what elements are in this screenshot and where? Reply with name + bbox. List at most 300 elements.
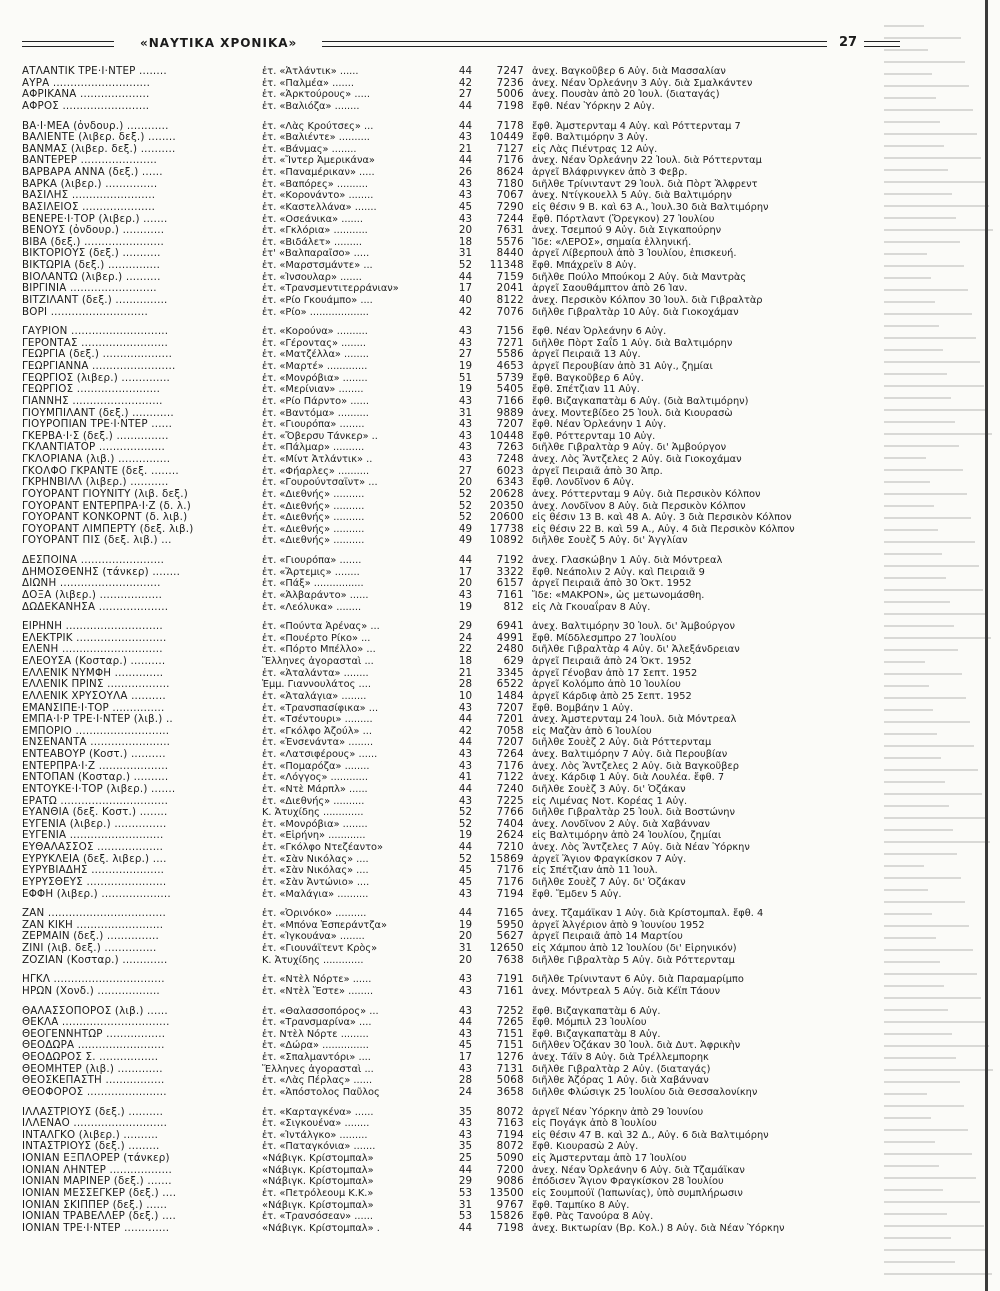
bleed-line — [884, 397, 951, 399]
charterer: ἐτ. «Βιδάλετ» ......... — [262, 236, 363, 248]
bleed-line — [884, 229, 993, 231]
bleed-line — [884, 121, 940, 123]
tonnage: 44 — [458, 1016, 472, 1029]
tonnage: 53 — [458, 1210, 472, 1223]
registry-number: 7264 — [496, 748, 524, 760]
charterer: ἐτ. «Παναμέρικαν» ..... — [262, 167, 375, 178]
voyage-status: ἀνεχ. Νέαν Ὀρλεάνην 22 Ἰουλ. διὰ Ρόττερνταμ — [532, 155, 762, 167]
voyage-status: ἀργεῖ Γένοβαν ἀπὸ 17 Σεπτ. 1952 — [532, 667, 698, 679]
registry-number: 5068 — [496, 1074, 524, 1087]
bleed-line — [884, 1237, 951, 1239]
ship-name: ΘΕΟΦΟΡΟΣ ....................... — [22, 1085, 167, 1098]
ship-entry — [22, 132, 884, 144]
voyage-status: Ἴδε: «ΛΕΡΟΣ», σημαία ἑλληνική. — [532, 236, 692, 248]
ship-name: ΙΟΝΙΑΝ ΛΗΝΤΕΡ .................. — [22, 1163, 172, 1176]
ship-name: ΘΕΚΛΑ ............................... — [22, 1016, 170, 1029]
registry-number: 10448 — [489, 429, 524, 442]
ship-name: ΒΕΝΕΡΕ·Ι·ΤΟΡ (λιβερ.) ....... — [22, 212, 168, 225]
bleed-line — [884, 769, 978, 771]
registry-number: 8072 — [496, 1140, 524, 1153]
charterer: ἐτ. «Ἰγκουάνα» ........ — [262, 931, 365, 943]
ship-name: ΕΥΡΥΣΘΕΥΣ ....................... — [22, 875, 167, 888]
ship-name: ΕΛΛΕΝΙΚ ΠΡΙΝΣ .................. — [22, 678, 170, 691]
voyage-status: εἰς θέσιν 9 Β. καὶ 63 Α., Ἰουλ.30 διὰ Βαλτιμόρην — [532, 201, 769, 213]
charterer: ἐτ. «Φήαρλες» .......... — [262, 465, 370, 477]
ship-entry — [22, 1087, 884, 1099]
registry-number: 7766 — [496, 806, 524, 819]
registry-number: 9767 — [496, 1198, 524, 1211]
charterer: ἐτ. «Μερίνιαν» ........ — [262, 384, 364, 396]
ship-name: ΕΜΠΟΡΙΟ ........................... — [22, 724, 170, 737]
header-rule-middle — [322, 41, 827, 47]
registry-number: 10449 — [489, 131, 524, 144]
bleed-line — [884, 601, 950, 603]
charterer: Κ. Ἀτυχίδης ............. — [262, 807, 364, 819]
registry-number: 7131 — [496, 1062, 524, 1075]
registry-number: 9889 — [496, 406, 524, 419]
tonnage: 44 — [458, 907, 472, 920]
ship-entry — [22, 1052, 884, 1064]
registry-number: 3658 — [496, 1085, 524, 1098]
tonnage: 43 — [458, 429, 472, 442]
ship-entry — [22, 535, 884, 547]
registry-number: 7194 — [496, 887, 524, 900]
registry-number: 15826 — [489, 1210, 524, 1223]
registry-number: 12650 — [489, 942, 524, 954]
ship-name: ΓΕΩΡΓΙΑΝΝΑ ........................ — [22, 360, 176, 372]
registry-number: 7248 — [496, 453, 524, 465]
registry-number: 20628 — [489, 487, 524, 500]
voyage-status: ἀργεῖ Περουβίαν ἀπὸ 31 Αὐγ., ζημίαι — [532, 361, 713, 372]
tonnage: 21 — [458, 142, 472, 155]
tonnage: 24 — [458, 1085, 472, 1098]
charterer: ἐτ. «Τρανσόσεαν» ...... — [262, 1211, 373, 1223]
bleed-line — [884, 745, 974, 747]
ship-name: ΙΛΛΕΝΑΟ ........................... — [22, 1117, 168, 1130]
tonnage: 17 — [458, 1051, 472, 1063]
voyage-status: ἀνεχ. Τσεμπού 9 Αὐγ. διὰ Σιγκαπούρην — [532, 225, 722, 237]
ship-name: ΓΕΩΡΓΙΟΣ ........................ — [22, 383, 161, 396]
tonnage: 43 — [458, 759, 472, 772]
ship-name: ΓΟΥΟΡΑΝΤ ΓΙΟΥΝΙΤΥ (λιβ. δεξ.) — [22, 487, 188, 500]
voyage-status: διῆλθε Σουὲζ 5 Αὐγ. δι' Ἀγγλίαν — [532, 535, 688, 547]
charterer: ἐτ. «Ματζέλλα» ........ — [262, 349, 369, 361]
ship-group — [22, 121, 884, 319]
charterer: ἐτ. «Γκλόρια» ........... — [262, 225, 368, 237]
ship-name: ΓΚΟΛΦΟ ΓΚΡΑΝΤΕ (δεξ. ........ — [22, 464, 179, 477]
registry-number: 2041 — [496, 282, 524, 295]
ship-name: ΕΥΓΕΝΙΑ (λιβερ.) ............... — [22, 817, 167, 830]
ship-entry — [22, 955, 884, 967]
voyage-status: ἀργεῖ Πειραιᾶ ἀπὸ 24 Ὀκτ. 1952 — [532, 656, 692, 667]
bleed-line — [884, 1225, 984, 1227]
registry-number: 7076 — [496, 305, 524, 318]
tonnage: 49 — [458, 534, 472, 547]
ship-entry — [22, 1153, 884, 1165]
voyage-status: διῆλθε Ἀζόρας 1 Αὐγ. διὰ Χαβάνναν — [532, 1075, 709, 1087]
charterer: ἐτ. «Ἀτλάντικ» ...... — [262, 66, 359, 77]
ship-entry — [22, 78, 884, 90]
ship-group — [22, 1107, 884, 1235]
registry-number: 7159 — [496, 270, 524, 283]
bleed-line — [884, 85, 969, 87]
voyage-status: ἀργεῖ Ἀλγέριον ἀπὸ 9 Ἰουνίου 1952 — [532, 919, 705, 931]
registry-number: 7265 — [496, 1016, 524, 1029]
tonnage: 44 — [458, 65, 472, 77]
registry-number: 7166 — [496, 394, 524, 407]
voyage-status: ἀργεῖ Βλάφρινγκεν ἀπὸ 3 Φεβρ. — [532, 167, 688, 178]
tonnage: 43 — [458, 453, 472, 465]
ship-entry — [22, 512, 884, 524]
bleed-line — [884, 973, 977, 975]
bleed-line — [884, 493, 967, 495]
bleed-line — [884, 637, 991, 639]
registry-number: 7240 — [496, 782, 524, 795]
bleed-line — [884, 133, 977, 135]
voyage-status: διῆλθε Γιβραλτὰρ 25 Ἰουλ. διὰ Βοστώνην — [532, 807, 735, 819]
ship-name: ΔΩΔΕΚΑΝΗΣΑ .................... — [22, 600, 169, 613]
ship-name: ΓΑΥΡΙΟΝ ............................ — [22, 325, 169, 338]
voyage-status: εἰς Ἀμστερνταμ ἀπὸ 17 Ἰουλίου — [532, 1153, 687, 1164]
charterer: ἐτ. «Διεθνής» .......... — [262, 535, 365, 547]
registry-number: 5006 — [496, 88, 524, 101]
ship-entry — [22, 621, 884, 633]
charterer: ἐτ. «Ἀπόστολος Παῦλος — [262, 1086, 380, 1098]
ship-entry — [22, 167, 884, 179]
ship-name: ΒΑΛΙΕΝΤΕ (λιβερ. δεξ.) ........ — [22, 131, 176, 144]
ship-name: ΒΑΝΤΕΡΕΡ ...................... — [22, 154, 158, 167]
charterer: ἐτ. «Παταγκόνια» ....... — [262, 1141, 376, 1153]
tonnage: 10 — [458, 689, 472, 702]
ship-entry — [22, 908, 884, 920]
bleed-line — [884, 829, 953, 831]
bleed-line — [884, 169, 948, 171]
voyage-status: εἰς θέσιν 22 Β. καὶ 59 Α., Αὐγ. 4 διὰ Περσικὸν Κόλπον — [532, 523, 795, 535]
bleed-line — [884, 889, 928, 891]
tonnage: 35 — [458, 1140, 472, 1153]
charterer: ἐτ. «Γουρούντσαϊντ» ... — [262, 477, 378, 489]
voyage-status: εἰς Μαζὰν ἀπὸ 6 Ἰουλίου — [532, 725, 652, 737]
bleed-line — [884, 1249, 988, 1251]
tonnage: 31 — [458, 247, 472, 260]
tonnage: 31 — [458, 1198, 472, 1211]
ship-entry — [22, 807, 884, 819]
charterer: ἐτ. «Βάνμας» ........ — [262, 143, 357, 155]
charterer: ἐτ. «Γιουρόπα» ........ — [262, 419, 365, 431]
bleed-line — [884, 37, 961, 39]
ship-name: ΒΙΚΤΟΡΙΟΥΣ (δεξ.) ........... — [22, 247, 161, 260]
voyage-status: ἀργεῖ Πειραιᾶ ἀπὸ 30 Ἀπρ. — [532, 465, 663, 477]
charterer: ἐτ. «Λὰς Κρούτσες» ... — [262, 120, 374, 132]
registry-number: 7127 — [496, 142, 524, 155]
ship-entry — [22, 555, 884, 567]
registry-number: 3345 — [496, 666, 524, 679]
registry-number: 7192 — [496, 554, 524, 566]
ship-name: ΒΟΡΙ ............................ — [22, 305, 148, 318]
voyage-status: διῆλθε Γιβραλτὰρ 9 Αὐγ. δι' Ἀμβούργον — [532, 442, 727, 454]
charterer: ἐτ. «Δώρα» ............... — [262, 1040, 369, 1052]
voyage-status: διῆλθε Γιβραλτὰρ 2 Αὐγ. (διαταγάς) — [532, 1063, 711, 1075]
ship-name: ΖΑΝ .................................. — [22, 907, 166, 920]
charterer: ἐτ. «Σὰν Ἀντώνιο» .... — [262, 876, 370, 888]
registry-number: 7191 — [496, 973, 524, 986]
registry-number: 7263 — [496, 441, 524, 454]
tonnage: 20 — [458, 476, 472, 489]
charterer: ἐτ. «Ἴντερ Ἀμερικάνα» — [262, 155, 375, 167]
voyage-status: ἀνεχ. Τάϊν 8 Αὐγ. διὰ Τρέλλεμπορηκ — [532, 1052, 709, 1063]
registry-number: 1276 — [496, 1051, 524, 1063]
tonnage: 43 — [458, 588, 472, 601]
registry-number: 3322 — [496, 565, 524, 578]
registry-number: 1484 — [496, 689, 524, 702]
ship-entry — [22, 714, 884, 726]
ship-name: ΕΝΤΟΠΑΝ (Κοσταρ.) .......... — [22, 771, 169, 784]
bleed-line — [884, 253, 927, 255]
charterer: ἐτ. «Ἀλβαράντο» ...... — [262, 589, 369, 601]
bleed-line — [884, 1153, 972, 1155]
bleed-line — [884, 301, 935, 303]
voyage-status: ἀνεχ. Βαλτιμόρην 30 Ἰουλ. δι' Ἀμβούργον — [532, 621, 735, 633]
ship-name: ΑΤΛΑΝΤΙΚ ΤΡΕ·Ι·ΝΤΕΡ ........ — [22, 65, 167, 77]
charterer: ἐτ' «Βαλπαραῖσο» ..... — [262, 248, 370, 260]
tonnage: 52 — [458, 487, 472, 500]
tonnage: 43 — [458, 418, 472, 431]
registry-number: 629 — [503, 655, 524, 667]
tonnage: 40 — [458, 293, 472, 306]
ship-entry — [22, 1118, 884, 1130]
bleed-line — [884, 61, 965, 63]
bleed-line — [884, 841, 990, 843]
voyage-status: ἀνεχ. Νέαν Ὀρλεάνην 3 Αὐγ. διὰ Σμαλκάντεν — [532, 77, 753, 89]
ship-group — [22, 326, 884, 547]
voyage-status: ἀνεχ. Λὸς Ἄντζελες 2 Αὐγ. διὰ Βαγκοῦβερ — [532, 760, 739, 772]
page-binding-edge — [985, 0, 988, 1291]
tonnage: 43 — [458, 1117, 472, 1130]
registry-number: 7200 — [496, 1163, 524, 1176]
bleed-line — [884, 613, 987, 615]
charterer: ἐτ. «Γέροντας» ........ — [262, 337, 366, 349]
ship-group — [22, 66, 884, 113]
bleed-line — [884, 1105, 964, 1107]
bleed-line — [884, 97, 936, 99]
ship-name: ΕΛΕΚΤΡΙΚ .......................... — [22, 631, 167, 644]
tonnage: 44 — [458, 736, 472, 749]
ship-name: ΓΙΟΥΜΠΙΛΑΝΤ (δεξ.) ............ — [22, 406, 174, 419]
ship-name: ΙΝΤΑΣΤΡΙΟΥΣ (δεξ.) ......... — [22, 1140, 160, 1153]
charterer: ἐτ. «Λόγγος» ............ — [262, 772, 368, 784]
ship-name: ΖΕΡΜΑΙΝ (δεξ.) ............... — [22, 930, 159, 943]
bleed-line — [884, 1045, 989, 1047]
voyage-status: ἀνεχ. Λονδῖνον 8 Αὐγ. διὰ Περσικὸν Κόλπον — [532, 500, 746, 512]
ship-listing — [22, 66, 884, 1242]
registry-number: 20600 — [489, 511, 524, 524]
charterer: ἐτ. «Ἀταλάγια» ........ — [262, 690, 367, 702]
voyage-status: διῆλθεν Ὀζάκαν 30 Ἰουλ. διὰ Δυτ. Ἀφρικὴν — [532, 1040, 741, 1052]
registry-number: 7236 — [496, 76, 524, 89]
voyage-status: ἔφθ. Πόρτλαντ (Ὄρεγκον) 27 Ἰουλίου — [532, 213, 715, 225]
tonnage: 44 — [458, 1163, 472, 1176]
bleed-line — [884, 1189, 943, 1191]
tonnage: 19 — [458, 829, 472, 842]
charterer: ἐτ. «Ὄβερσυ Τάνκερ» .. — [262, 430, 378, 442]
ship-name: ΔΕΣΠΟΙΝΑ ........................ — [22, 554, 165, 566]
tonnage: 43 — [458, 441, 472, 454]
charterer: ἐτ. «Γιουρόπα» ....... — [262, 555, 362, 566]
ship-name: ΒΑΡΒΑΡΑ ΑΝΝΑ (δεξ.) ...... — [22, 166, 163, 178]
bleed-line — [884, 1177, 976, 1179]
charterer: ἐτ. «Πάξ» ................ — [262, 578, 364, 590]
registry-number: 7225 — [496, 794, 524, 807]
tonnage: 43 — [458, 794, 472, 807]
charterer: ἐτ. «Τρανσμεντιτερράνιαν» — [262, 283, 399, 295]
ship-name: ΗΓΚΛ ................................ — [22, 973, 165, 986]
ship-entry — [22, 396, 884, 408]
bleed-line — [884, 1057, 956, 1059]
voyage-status: ἀργεῖ Κολόμπο ἀπὸ 10 Ἰουλίου — [532, 679, 681, 691]
ship-name: ΒΑΝΜΑΣ (λιβερ. δεξ.) .......... — [22, 142, 176, 155]
charterer: ἐτ. «Διεθνής» .......... — [262, 488, 365, 500]
registry-number: 7178 — [496, 119, 524, 132]
voyage-status: ἔφθ. Βαλτιμόρην 3 Αὐγ. — [532, 132, 649, 144]
registry-number: 6343 — [496, 476, 524, 489]
ship-name: ΓΟΥΟΡΑΝΤ ΠΙΣ (δεξ. λιβ.) ... — [22, 534, 172, 547]
voyage-status: διῆλθε Γιβραλτὰρ 4 Αὐγ. δι' Ἀλεξάνδρειαν — [532, 644, 740, 656]
charterer: Ἐμμ. Γιαννουλάτος .... — [262, 679, 371, 691]
registry-number: 7180 — [496, 177, 524, 190]
running-header — [22, 36, 880, 52]
voyage-status: διῆλθε Φλώσιγκ 25 Ἰουλίου διὰ Θεσσαλονίκην — [532, 1086, 758, 1098]
registry-number: 7058 — [496, 724, 524, 737]
tonnage: 44 — [458, 554, 472, 566]
voyage-status: ἔφθ. Λονδῖνον 6 Αὐγ. — [532, 477, 635, 489]
tonnage: 45 — [458, 875, 472, 888]
ship-name: ΕΝΤΟΥΚΕ·Ι·ΤΟΡ (λιβερ.) ....... — [22, 782, 176, 795]
registry-number: 7198 — [496, 1221, 524, 1234]
voyage-status: Ἴδε: «ΜΑΚΡΟΝ», ὡς μετωνομάσθη. — [532, 589, 705, 601]
ship-name: ΒΙΟΛΑΝΤΩ (λιβερ.) .......... — [22, 270, 161, 283]
ship-name: ΘΕΟΔΩΡΟΣ Σ. ................. — [22, 1051, 159, 1063]
ship-entry — [22, 225, 884, 237]
tonnage: 43 — [458, 189, 472, 202]
ship-name: ΖΙΝΙ (λιβ. δεξ.) ............... — [22, 942, 157, 954]
registry-number: 2624 — [496, 829, 524, 842]
ship-entry — [22, 1211, 884, 1223]
voyage-status: εἰς Χάμπου ἀπὸ 12 Ἰουλίου (δι' Εἰρηνικόν) — [532, 943, 737, 954]
ship-name: ΓΙΑΝΝΗΣ .......................... — [22, 394, 163, 407]
voyage-status: ἔφθ. Ρόττερνταμ 10 Αὐγ. — [532, 430, 656, 442]
voyage-status: ἔφθ. Νέαν Ὀρλεάνην 6 Αὐγ. — [532, 326, 667, 338]
ship-entry — [22, 260, 884, 272]
tonnage: 24 — [458, 631, 472, 644]
registry-number: 7176 — [496, 154, 524, 167]
ship-name: ΔΙΩΝΗ ............................. — [22, 577, 161, 590]
header-rule-right — [864, 41, 900, 47]
charterer: ἐτ. «Σὰν Νικόλας» .... — [262, 865, 369, 877]
charterer: ἐτ. «Μονρόβια» ........ — [262, 818, 368, 830]
voyage-status: διῆλθε Τρίνινταντ 6 Αὐγ. διὰ Παραμαρίμπο — [532, 974, 744, 986]
bleed-line — [884, 541, 975, 543]
tonnage: 52 — [458, 806, 472, 819]
tonnage: 45 — [458, 864, 472, 877]
charterer: Ἕλληνες ἀγορασταὶ ... — [262, 656, 374, 667]
voyage-status: ἀνεχ. Βαλτιμόρην 7 Αὐγ. διὰ Περουβίαν — [532, 749, 728, 760]
voyage-status: ἀνεχ. Μοντεβίδεο 25 Ἰουλ. διὰ Κιουρασὼ — [532, 407, 733, 419]
ship-entry — [22, 361, 884, 373]
bleed-line — [884, 505, 934, 507]
ship-name: ΒΑΣΙΛΕΙΟΣ ..................... — [22, 200, 156, 213]
ship-entry — [22, 101, 884, 113]
registry-number: 4653 — [496, 360, 524, 372]
registry-number: 15869 — [489, 852, 524, 865]
bleed-line — [884, 901, 965, 903]
charterer: ἐτ. «Ἄρτεμις» ........ — [262, 566, 360, 578]
charterer: ἐτ. «Λὰς Πέρλας» ...... — [262, 1075, 373, 1087]
tonnage: 52 — [458, 852, 472, 865]
tonnage: 51 — [458, 371, 472, 384]
ship-name: ΓΕΡΟΝΤΑΣ ......................... — [22, 336, 168, 349]
tonnage: 43 — [458, 394, 472, 407]
ship-entry — [22, 489, 884, 501]
ship-name: ΙΟΝΙΑΝ ΕΞΠΛΟΡΕΡ (τάνκερ) — [22, 1152, 170, 1164]
charterer: ἐτ. «Θαλασσοπόρος» ... — [262, 1005, 379, 1017]
tonnage: 26 — [458, 166, 472, 178]
bleed-line — [884, 865, 924, 867]
registry-number: 7165 — [496, 907, 524, 920]
voyage-status: εἰς Σπέτζιαν ἀπὸ 11 Ἰουλ. — [532, 865, 658, 877]
registry-number: 7631 — [496, 224, 524, 237]
charterer: ἐτ. «Μπόνα Ἐσπεράντζα» — [262, 919, 388, 931]
ship-name: ΓΕΩΡΓΙΑ (δεξ.) .................... — [22, 348, 173, 361]
voyage-status: εἰς θέσιν 47 Β. καὶ 32 Δ., Αὐγ. 6 διὰ Βαλτιμόρην — [532, 1129, 769, 1141]
ship-name: ΓΚΛΑΝΤΙΑΤΟΡ ................... — [22, 441, 165, 454]
registry-number: 7244 — [496, 212, 524, 225]
charterer: ἐτ. «Τσέντουρι» ......... — [262, 714, 373, 726]
voyage-status: ἔφθ. Ρὰς Τανούρα 8 Αὐγ. — [532, 1211, 654, 1223]
bleed-line — [884, 445, 959, 447]
registry-number: 7067 — [496, 189, 524, 202]
bleed-line — [884, 277, 931, 279]
tonnage: 31 — [458, 942, 472, 954]
tonnage: 43 — [458, 212, 472, 225]
voyage-status: ἀργεῖ Πειραιᾶ ἀπὸ 14 Μαρτίου — [532, 931, 683, 943]
facing-page-bleed — [880, 20, 1000, 1291]
voyage-status: ἀνεχ. Ρόττερνταμ 9 Αὐγ. διὰ Περσικὸν Κόλπον — [532, 488, 761, 500]
charterer: ἐτ. «Μαλάγια» .......... — [262, 888, 369, 900]
ship-name: ΘΕΟΣΚΕΠΑΣΤΗ ................. — [22, 1074, 165, 1087]
ship-entry — [22, 1188, 884, 1200]
tonnage: 43 — [458, 1027, 472, 1040]
charterer: ἐτ. «Πουέρτο Ρίκο» ... — [262, 632, 371, 644]
charterer: ἐτ. «Ρίο» ................... — [262, 306, 369, 318]
bleed-line — [884, 529, 938, 531]
tonnage: 20 — [458, 953, 472, 966]
ship-name: ΒΙΤΖΙΛΑΝΤ (δεξ.) ............... — [22, 293, 168, 306]
ship-name: ΕΛΕΟΥΣΑ (Κοσταρ.) .......... — [22, 655, 166, 667]
ship-name: ΙΟΝΙΑΝ ΤΡΑΒΕΛΛΕΡ (δεξ.) .... — [22, 1210, 176, 1223]
bleed-line — [884, 1009, 948, 1011]
ship-name: ΓΟΥΟΡΑΝΤ ΚΟΝΚΟΡΝΤ (δ. λιβ.) — [22, 511, 188, 524]
voyage-status: ἀργεῖ Πειραιᾶ 13 Αὐγ. — [532, 349, 641, 361]
ship-name: ΙΟΝΙΑΝ ΣΚΙΠΠΕΡ (δεξ.) ...... — [22, 1198, 168, 1211]
tonnage: 19 — [458, 383, 472, 396]
bleed-line — [884, 649, 958, 651]
ship-entry — [22, 691, 884, 703]
voyage-status: ἀνεχ. Λὸς Ἄντζελες 2 Αὐγ. διὰ Γιοκοχάμαν — [532, 454, 742, 465]
bleed-line — [884, 757, 941, 759]
tonnage: 42 — [458, 724, 472, 737]
charterer: ἐτ. «Ἐνσενάντα» ........ — [262, 737, 374, 749]
tonnage: 43 — [458, 1128, 472, 1141]
